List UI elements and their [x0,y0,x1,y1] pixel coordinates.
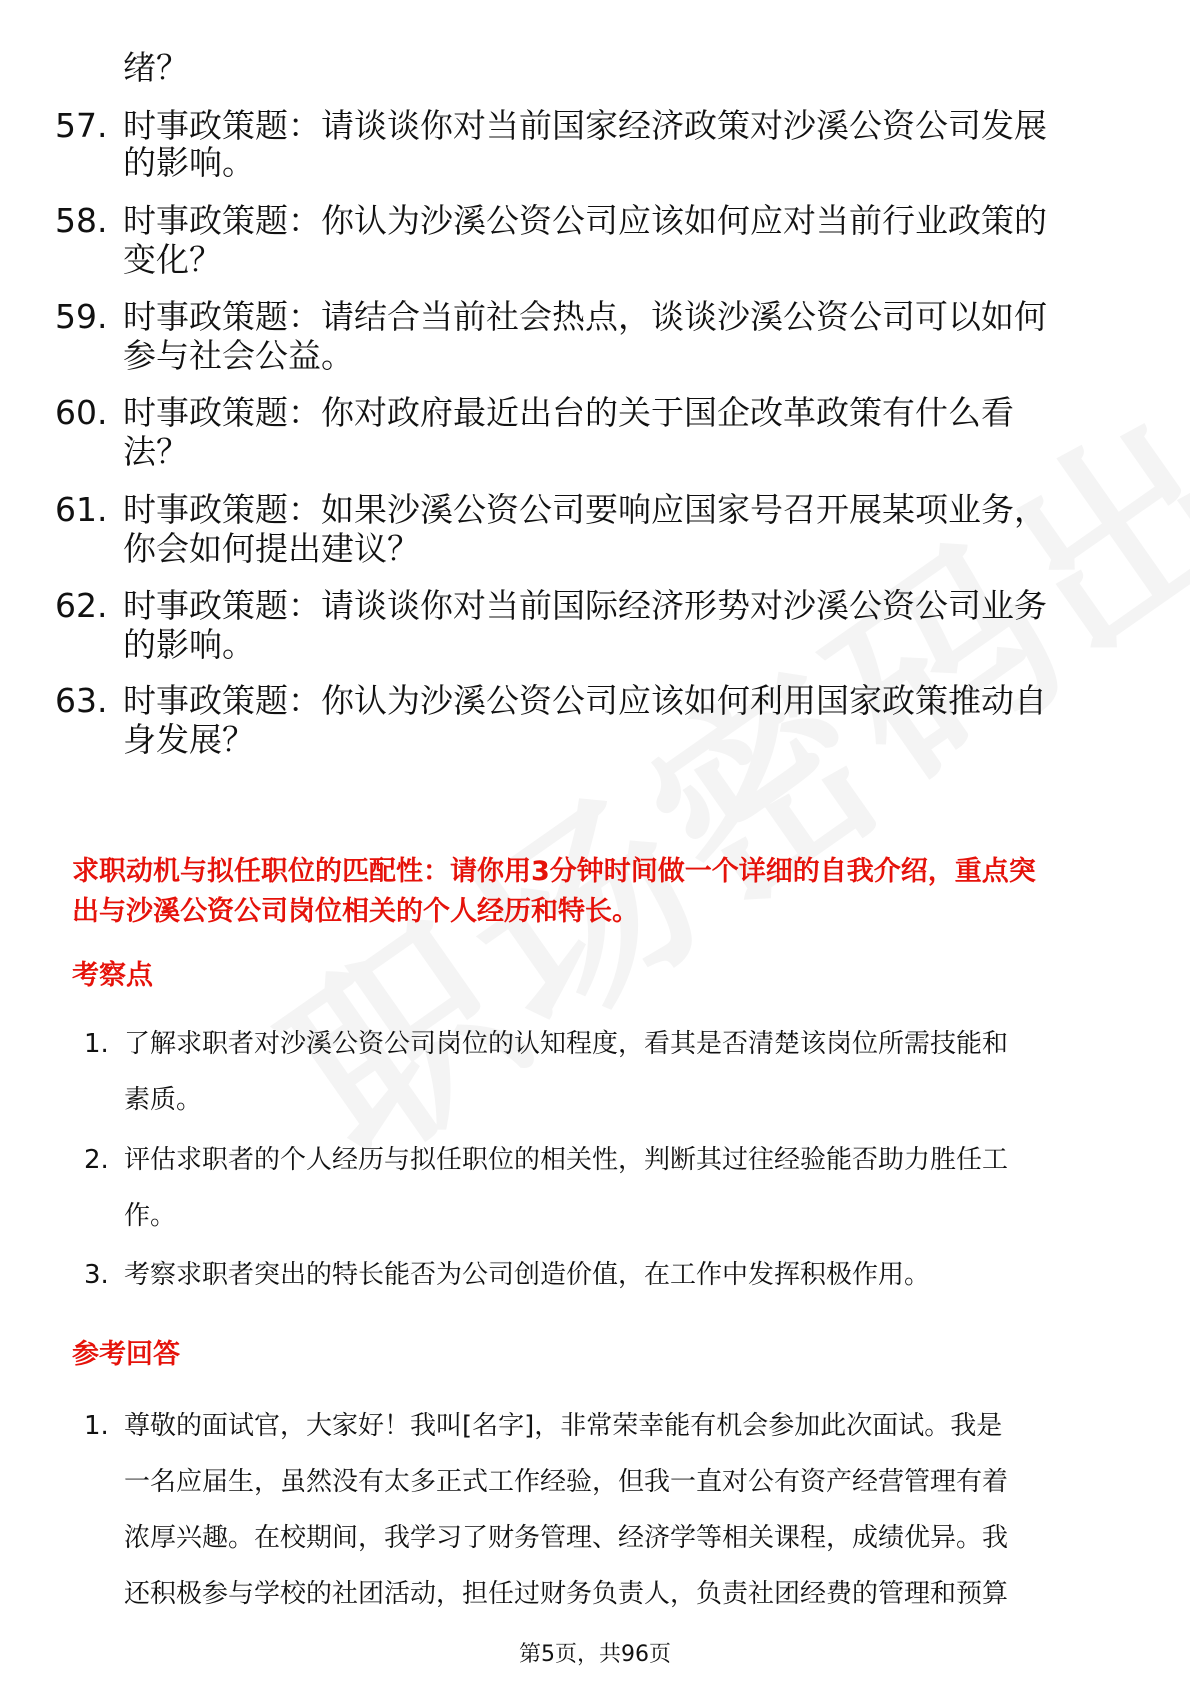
question-number: 58. [55,201,108,240]
question-continuation: 变化？ [123,240,222,279]
assessment-title: 考察点 [72,960,153,991]
item-line: 作。 [124,1201,177,1231]
item-line: 一名应届生，虽然没有太多正式工作经验，但我一直对公有资产经营管理有着 [124,1467,1009,1497]
question-text: 时事政策题：你认为沙溪公资公司应该如何利用国家政策推动自 [123,681,1047,720]
lead-continuation: 绪？ [123,48,189,87]
question-continuation: 法？ [123,432,189,471]
item-text [124,1247,1124,1303]
question-text: 时事政策题：你对政府最近出台的关于国企改革政策有什么看 [123,393,1014,432]
question-continuation: 身发展？ [123,720,255,759]
question-text: 时事政策题：如果沙溪公资公司要响应国家号召开展某项业务， [123,490,1047,529]
question-continuation: 的影响。 [123,625,255,664]
reference-title: 参考回答 [72,1339,180,1370]
item-line: 评估求职者的个人经历与拟任职位的相关性，判断其过往经验能否助力胜任工 [124,1145,1009,1175]
item-line: 考察求职者突出的特长能否为公司创造价值，在工作中发挥积极作用。 [124,1260,931,1290]
question-number: 63. [55,681,108,720]
item-text [124,1398,1124,1622]
item-line: 了解求职者对沙溪公资公司岗位的认知程度，看其是否清楚该岗位所需技能和 [124,1029,1009,1059]
question-text: 时事政策题：你认为沙溪公资公司应该如何应对当前行业政策的 [123,201,1047,240]
question-continuation: 你会如何提出建议？ [123,529,420,568]
question-text: 时事政策题：请谈谈你对当前国家经济政策对沙溪公资公司发展 [123,106,1047,145]
item-number: 2. [84,1145,109,1175]
item-text [124,1016,1124,1128]
item-text [124,1132,1124,1244]
question-continuation: 的影响。 [123,143,255,182]
item-number: 3. [84,1260,109,1290]
highlight-question-line: 求职动机与拟任职位的匹配性：请你用3分钟时间做一个详细的自我介绍，重点突 [72,856,1036,887]
item-line: 尊敬的面试官，大家好！我叫[名字]，非常荣幸能有机会参加此次面试。我是 [124,1411,1003,1441]
question-continuation: 参与社会公益。 [123,336,354,375]
question-number: 57. [55,106,108,145]
highlight-question-line: 出与沙溪公资公司岗位相关的个人经历和特长。 [72,896,639,927]
question-number: 60. [55,393,108,432]
question-number: 61. [55,490,108,529]
item-line: 素质。 [124,1085,203,1115]
page-footer: 第5页，共96页 [519,1642,671,1667]
question-text: 时事政策题：请谈谈你对当前国际经济形势对沙溪公资公司业务 [123,586,1047,625]
question-number: 62. [55,586,108,625]
item-line: 还积极参与学校的社团活动，担任过财务负责人，负责社团经费的管理和预算 [124,1579,1009,1609]
question-text: 时事政策题：请结合当前社会热点，谈谈沙溪公资公司可以如何 [123,297,1047,336]
highlight-question [72,852,1112,932]
item-number: 1. [84,1411,109,1441]
question-number: 59. [55,297,108,336]
item-number: 1. [84,1029,109,1059]
item-line: 浓厚兴趣。在校期间，我学习了财务管理、经济学等相关课程，成绩优异。我 [124,1523,1009,1553]
